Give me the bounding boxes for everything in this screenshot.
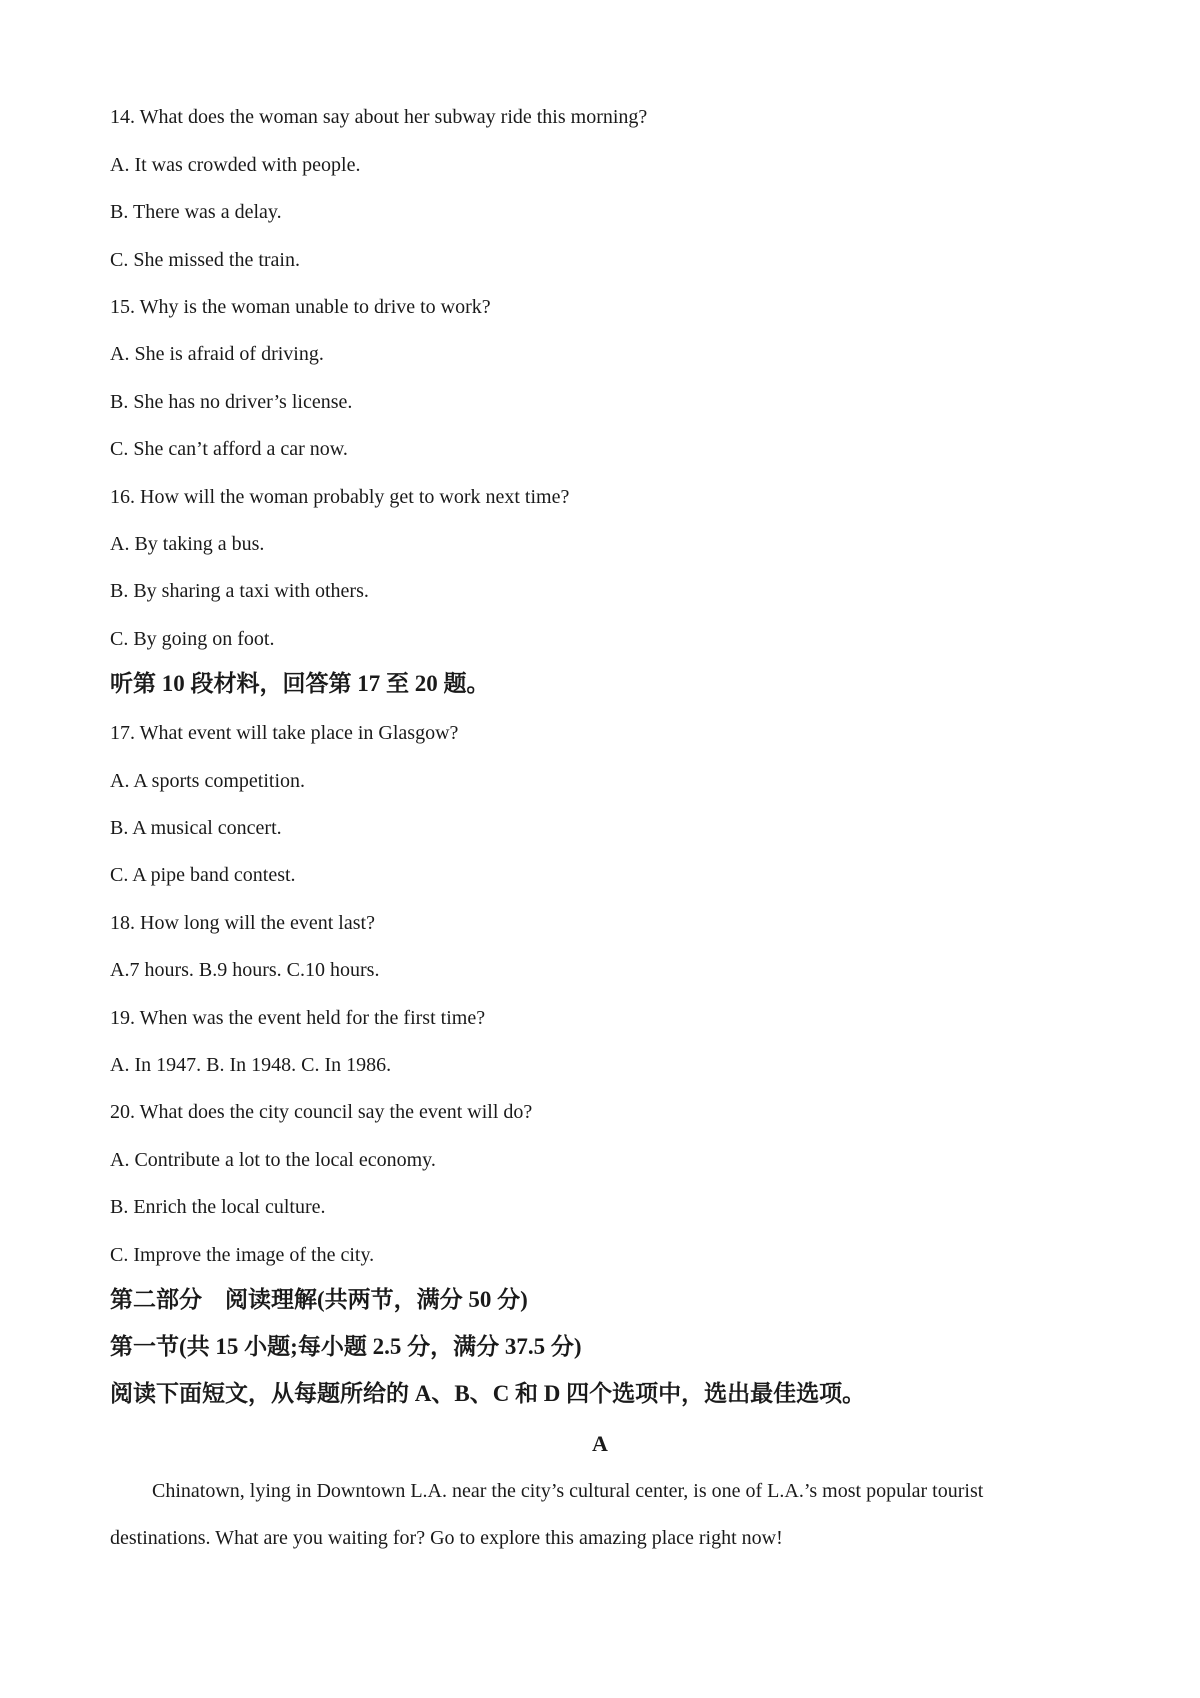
passage-line-2: destinations. What are you waiting for? Go to explore this amazing place right now! <box>110 1527 783 1549</box>
option-14b: B. There was a delay. <box>110 201 282 223</box>
option-15a: A. She is afraid of driving. <box>110 343 324 365</box>
reading-part-heading: 第二部分 阅读理解(共两节，满分 50 分) <box>110 1287 528 1312</box>
question-17: 17. What event will take place in Glasgow? <box>110 722 459 744</box>
option-16b: B. By sharing a taxi with others. <box>110 580 369 602</box>
options-19: A. In 1947. B. In 1948. C. In 1986. <box>110 1054 392 1076</box>
option-17a: A. A sports competition. <box>110 770 305 792</box>
section-10-heading: 听第 10 段材料，回答第 17 至 20 题。 <box>110 671 490 696</box>
option-17b: B. A musical concert. <box>110 817 282 839</box>
reading-section-heading: 第一节(共 15 小题;每小题 2.5 分，满分 37.5 分) <box>110 1334 582 1359</box>
question-20: 20. What does the city council say the event will do? <box>110 1101 533 1123</box>
option-14a: A. It was crowded with people. <box>110 154 361 176</box>
option-16a: A. By taking a bus. <box>110 533 265 555</box>
reading-instruction: 阅读下面短文，从每题所给的 A、B、C 和 D 四个选项中，选出最佳选项。 <box>110 1381 866 1406</box>
option-20b: B. Enrich the local culture. <box>110 1196 326 1218</box>
options-18: A.7 hours. B.9 hours. C.10 hours. <box>110 959 380 981</box>
option-20c: C. Improve the image of the city. <box>110 1244 375 1266</box>
passage-label: A <box>592 1431 608 1456</box>
option-15c: C. She can’t afford a car now. <box>110 438 348 460</box>
option-17c: C. A pipe band contest. <box>110 864 296 886</box>
option-16c: C. By going on foot. <box>110 628 275 650</box>
option-14c: C. She missed the train. <box>110 249 300 271</box>
option-20a: A. Contribute a lot to the local economy. <box>110 1149 436 1171</box>
question-15: 15. Why is the woman unable to drive to work? <box>110 296 491 318</box>
question-16: 16. How will the woman probably get to work next time? <box>110 486 570 508</box>
question-18: 18. How long will the event last? <box>110 912 375 934</box>
option-15b: B. She has no driver’s license. <box>110 391 353 413</box>
question-14: 14. What does the woman say about her subway ride this morning? <box>110 106 648 128</box>
question-19: 19. When was the event held for the first time? <box>110 1007 486 1029</box>
passage-line-1: Chinatown, lying in Downtown L.A. near the city’s cultural center, is one of L.A.’s most popular tourist <box>152 1480 984 1502</box>
